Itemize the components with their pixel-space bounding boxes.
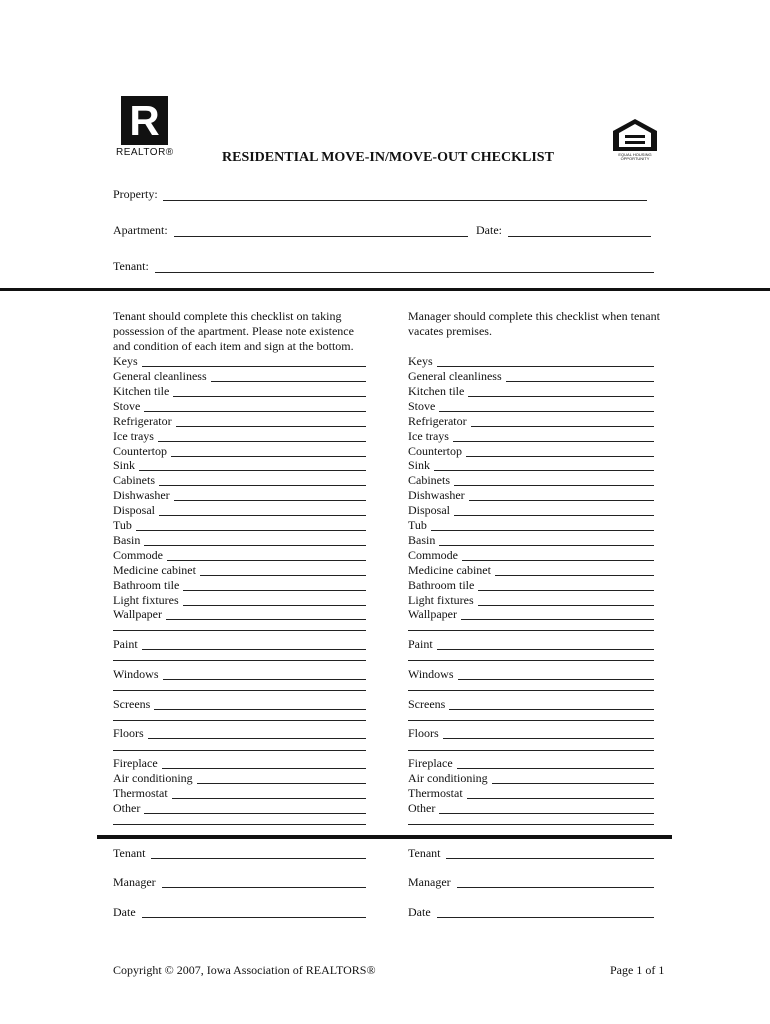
manager-notes-line[interactable] (408, 720, 654, 721)
tenant-signature-field[interactable] (162, 887, 366, 888)
tenant-intro-line: possession of the apartment. Please note existence (113, 324, 354, 338)
manager-item-field[interactable] (468, 396, 654, 397)
manager-item-label: Refrigerator (408, 414, 467, 428)
tenant-notes-line[interactable] (113, 630, 366, 631)
tenant-item-field[interactable] (183, 590, 366, 591)
manager-item-field[interactable] (462, 560, 654, 561)
manager-item-field[interactable] (461, 619, 654, 620)
manager-item-label: Tub (408, 518, 427, 532)
property-label: Property: (113, 187, 158, 201)
tenant-item-label: Screens (113, 697, 151, 711)
manager-item-label: Other (408, 801, 436, 815)
tenant-item-field[interactable] (166, 619, 366, 620)
tenant-item-label: Cabinets (113, 473, 155, 487)
tenant-item-field[interactable] (173, 396, 366, 397)
tenant-item-label: Sink (113, 458, 136, 472)
manager-notes-line[interactable] (408, 660, 654, 661)
manager-signature-label: Manager (408, 875, 451, 889)
tenant-item-field[interactable] (159, 485, 366, 486)
tenant-item-label: Keys (113, 354, 138, 368)
eho-text-line1: EQUAL HOUSING (618, 152, 652, 157)
tenant-item-label: Fireplace (113, 756, 158, 770)
manager-item-field[interactable] (449, 709, 654, 710)
manager-item-label: Dishwasher (408, 488, 465, 502)
manager-item-field[interactable] (466, 456, 654, 457)
tenant-label: Tenant: (113, 259, 149, 273)
tenant-item-field[interactable] (139, 470, 366, 471)
tenant-item-field[interactable] (167, 560, 366, 561)
tenant-item-field[interactable] (154, 709, 366, 710)
manager-item-label: Ice trays (408, 429, 449, 443)
tenant-item-label: Tub (113, 518, 132, 532)
apartment-label: Apartment: (113, 223, 168, 237)
manager-item-field[interactable] (478, 605, 654, 606)
manager-item-field[interactable] (467, 798, 654, 799)
manager-item-field[interactable] (439, 813, 654, 814)
copyright-text: Copyright © 2007, Iowa Association of REALTORS® (113, 963, 376, 977)
tenant-item-label: Windows (113, 667, 159, 681)
tenant-notes-line[interactable] (113, 824, 366, 825)
manager-item-label: Stove (408, 399, 436, 413)
manager-item-label: Countertop (408, 444, 462, 458)
tenant-intro-line: Tenant should complete this checklist on taking (113, 309, 342, 323)
manager-item-field[interactable] (492, 783, 654, 784)
manager-signature-label: Tenant (408, 846, 441, 860)
tenant-item-field[interactable] (144, 545, 366, 546)
manager-item-label: Air conditioning (408, 771, 488, 785)
tenant-item-label: Commode (113, 548, 163, 562)
manager-item-field[interactable] (439, 411, 654, 412)
tenant-item-label: Countertop (113, 444, 167, 458)
manager-item-field[interactable] (443, 738, 654, 739)
manager-item-field[interactable] (506, 381, 654, 382)
tenant-notes-line[interactable] (113, 690, 366, 691)
tenant-item-label: Floors (113, 726, 144, 740)
manager-item-field[interactable] (478, 590, 654, 591)
date-field[interactable] (508, 236, 651, 237)
tenant-item-label: Bathroom tile (113, 578, 180, 592)
manager-item-label: Sink (408, 458, 431, 472)
house-icon (610, 118, 660, 152)
manager-item-label: Thermostat (408, 786, 463, 800)
tenant-item-label: Thermostat (113, 786, 168, 800)
tenant-item-field[interactable] (144, 813, 366, 814)
tenant-item-field[interactable] (144, 411, 366, 412)
tenant-item-field[interactable] (172, 798, 366, 799)
manager-item-field[interactable] (437, 366, 654, 367)
manager-item-field[interactable] (469, 500, 654, 501)
tenant-signature-field[interactable] (142, 917, 366, 918)
manager-item-field[interactable] (457, 768, 654, 769)
manager-item-label: Medicine cabinet (408, 563, 491, 577)
manager-item-field[interactable] (437, 649, 654, 650)
tenant-item-label: Other (113, 801, 141, 815)
manager-item-label: Fireplace (408, 756, 453, 770)
manager-signature-label: Date (408, 905, 431, 919)
manager-item-label: Cabinets (408, 473, 450, 487)
manager-intro-line: Manager should complete this checklist when tenant (408, 309, 660, 323)
tenant-item-field[interactable] (136, 530, 366, 531)
manager-item-field[interactable] (434, 470, 654, 471)
tenant-signature-label: Manager (113, 875, 156, 889)
page-number: Page 1 of 1 (610, 963, 665, 977)
tenant-item-label: Dishwasher (113, 488, 170, 502)
tenant-item-field[interactable] (163, 679, 366, 680)
tenant-notes-line[interactable] (113, 660, 366, 661)
manager-item-label: Basin (408, 533, 436, 547)
tenant-item-label: Kitchen tile (113, 384, 170, 398)
tenant-item-field[interactable] (159, 515, 366, 516)
property-field[interactable] (163, 200, 647, 201)
tenant-notes-line[interactable] (113, 720, 366, 721)
tenant-field[interactable] (155, 272, 654, 273)
section-divider (0, 288, 770, 291)
tenant-item-label: Ice trays (113, 429, 154, 443)
signature-divider (97, 835, 672, 839)
tenant-item-label: Stove (113, 399, 141, 413)
manager-item-field[interactable] (458, 679, 654, 680)
manager-item-label: Bathroom tile (408, 578, 475, 592)
tenant-item-field[interactable] (176, 426, 366, 427)
tenant-item-field[interactable] (200, 575, 366, 576)
manager-item-label: Kitchen tile (408, 384, 465, 398)
realtor-logo-letter: R (129, 97, 160, 144)
tenant-item-field[interactable] (197, 783, 366, 784)
manager-item-label: Keys (408, 354, 433, 368)
tenant-item-field[interactable] (142, 649, 366, 650)
page-title: RESIDENTIAL MOVE-IN/MOVE-OUT CHECKLIST (222, 150, 554, 165)
tenant-item-label: General cleanliness (113, 369, 207, 383)
date-label: Date: (476, 223, 502, 237)
manager-item-field[interactable] (495, 575, 654, 576)
tenant-item-label: Refrigerator (113, 414, 172, 428)
manager-intro-line: vacates premises. (408, 324, 492, 338)
tenant-item-label: Medicine cabinet (113, 563, 196, 577)
manager-item-label: Commode (408, 548, 458, 562)
manager-item-field[interactable] (431, 530, 654, 531)
tenant-signature-label: Date (113, 905, 136, 919)
tenant-item-field[interactable] (148, 738, 366, 739)
tenant-item-label: Basin (113, 533, 141, 547)
tenant-item-field[interactable] (158, 441, 366, 442)
manager-notes-line[interactable] (408, 690, 654, 691)
realtor-logo-word: REALTOR® (116, 147, 174, 158)
manager-signature-field[interactable] (446, 858, 654, 859)
manager-item-field[interactable] (454, 515, 654, 516)
manager-item-label: Wallpaper (408, 607, 458, 621)
manager-signature-field[interactable] (457, 887, 654, 888)
manager-signature-field[interactable] (437, 917, 654, 918)
tenant-item-label: Wallpaper (113, 607, 163, 621)
apartment-field[interactable] (174, 236, 468, 237)
manager-item-label: Disposal (408, 503, 450, 517)
tenant-item-field[interactable] (171, 456, 366, 457)
eho-text-line2: OPPORTUNITY (620, 156, 650, 161)
manager-item-label: Light fixtures (408, 593, 474, 607)
manager-notes-line[interactable] (408, 824, 654, 825)
manager-item-field[interactable] (471, 426, 654, 427)
manager-item-label: Floors (408, 726, 439, 740)
tenant-item-field[interactable] (162, 768, 366, 769)
tenant-signature-field[interactable] (151, 858, 366, 859)
tenant-item-label: Light fixtures (113, 593, 179, 607)
tenant-item-field[interactable] (174, 500, 366, 501)
realtor-logo (116, 96, 180, 162)
manager-item-label: Paint (408, 637, 433, 651)
tenant-item-label: Paint (113, 637, 138, 651)
manager-item-field[interactable] (439, 545, 654, 546)
tenant-item-label: Disposal (113, 503, 155, 517)
equal-housing-logo (610, 118, 660, 162)
tenant-intro-line: and condition of each item and sign at the bottom. (113, 339, 354, 353)
tenant-signature-label: Tenant (113, 846, 146, 860)
manager-item-label: Windows (408, 667, 454, 681)
manager-notes-line[interactable] (408, 750, 654, 751)
manager-item-label: Screens (408, 697, 446, 711)
manager-item-field[interactable] (453, 441, 654, 442)
tenant-item-field[interactable] (142, 366, 366, 367)
tenant-item-label: Air conditioning (113, 771, 193, 785)
tenant-item-field[interactable] (211, 381, 366, 382)
tenant-item-field[interactable] (183, 605, 366, 606)
manager-notes-line[interactable] (408, 630, 654, 631)
manager-item-field[interactable] (454, 485, 654, 486)
manager-item-label: General cleanliness (408, 369, 502, 383)
tenant-notes-line[interactable] (113, 750, 366, 751)
